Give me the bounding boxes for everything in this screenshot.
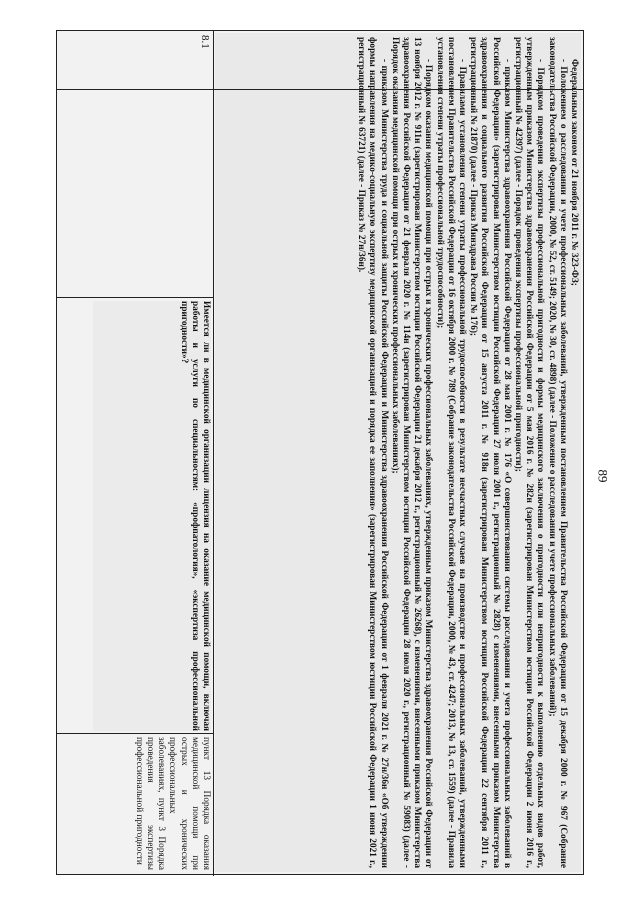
legal-paragraph: - Положением о расследовании и учете профессиональных заболеваний, утвержденным постановлением Правительства Российской Федерации от 15 декабря 2000 г. № 967 (Собрание законодательства Российской Федерации, 2000, № 52, ст. 5149; 2020, № 30, ст. 4898) (далее - Положение о расследовании и учете профессиональных заболеваний); [546, 37, 568, 868]
legal-basis-band [215, 33, 581, 872]
checklist-table [56, 30, 584, 875]
legal-paragraph: - Порядком оказания медицинской помощи при острых и хронических профессиональных заболеваниях, утвержденным приказом Министерства здравоохранения Российской Федерации от 13 ноября 2012 г. № 911н (зарегистрирован Министерством юстиции Российской Федерации 21 декабря 2012 г., регистрационный № 26268), с изменениями, внесенными приказом Министерства здравоохранения Российской Федерации от 21 февраля 2020 г. № 114н (зарегистрирован Министерством юстиции Российской Федерации 28 июля 2020 г., регистрационный № 59083) (далее - Порядок оказания медицинской помощи при острых и хронических профессиональных заболеваниях); [389, 37, 434, 868]
legal-paragraph: - Порядком проведения экспертизы профессиональной пригодности и формы медицинского заключения о пригодности или непригодности к выполнению отдельных видов работ, утвержденным приказом Министерства здравоохранения Российской Федерации от 5 мая 2016 г. № 282н (зарегистрирован Министерством юстиции Российской Федерации 2 июня 2016 г., регистрационный № 42397) (далее - Порядок проведения экспертизы профессиональной пригодности); [512, 37, 546, 868]
legal-paragraph: - Правилами установления степени утраты профессиональной трудоспособности в результате несчастных случаев на производстве и профессиональных заболеваний, утвержденными постановлением Правительства Российской Федерации от 16 октября 2000 г. № 789 (Собрание законодательства Российской Федерации, 2000, № 43, ст. 4247; 2013, № 13, ст. 1559) (далее - Правила установления степени утраты профессиональной трудоспособности); [434, 37, 467, 868]
legal-paragraph: - приказом Министерства здравоохранения Российской Федерации от 28 мая 2001 г. № 176 «О совершенствовании системы расследования и учета профессиональных заболеваний в Российской Федерации» (зарегистрирован Министерством юстиции Российской Федерации 27 июля 2001 г., регистрационный № 2828) с изменениями, внесенными приказом Министерства здравоохранения и социального развития Российской Федерации от 15 августа 2011 г. № 918н (зарегистрирован Министерством юстиции Российской Федерации 22 сентября 2011 г., регистрационный № 21870) (далее - Приказ Минздрава России № 176); [468, 37, 512, 868]
reference-text: пункт 13 Порядка оказания медицинской помощи при острых и хронических профессиональных заболеваниях, пункт 3 Порядка проведения экспертизы профессиональной пригодности [133, 737, 211, 870]
row-number: 8.1 [199, 35, 211, 49]
row-divider [213, 31, 214, 876]
column-divider [57, 89, 583, 90]
legal-paragraph: Федеральным законом от 21 ноября 2011 г. № 323-ФЗ; [569, 59, 579, 286]
column-divider [57, 297, 214, 298]
requirement-question: Имеется ли в медицинской организации лицензия на оказание медицинской помощи, включая работы и услуги по специальностям: «профпатология», «экспертиза профессиональной пригодности»? [93, 301, 211, 731]
page-number: 89 [595, 469, 611, 483]
column-divider [57, 733, 214, 734]
rotated-table-page [56, 30, 584, 875]
legal-paragraph: - приказом Министерства труда и социальной защиты Российской Федерации и Министерства здравоохранения Российской Федерации от 1 февраля 2021 г. № 27н/36н «Об утверждении формы направления на медико-социальную экспертизу медицинской организацией и порядка ее заполнения» (зарегистрирован Министерством юстиции Российской Федерации 1 июня 2021 г., регистрационный № 63721) (далее - Приказ № 27н/36н). [356, 37, 389, 868]
